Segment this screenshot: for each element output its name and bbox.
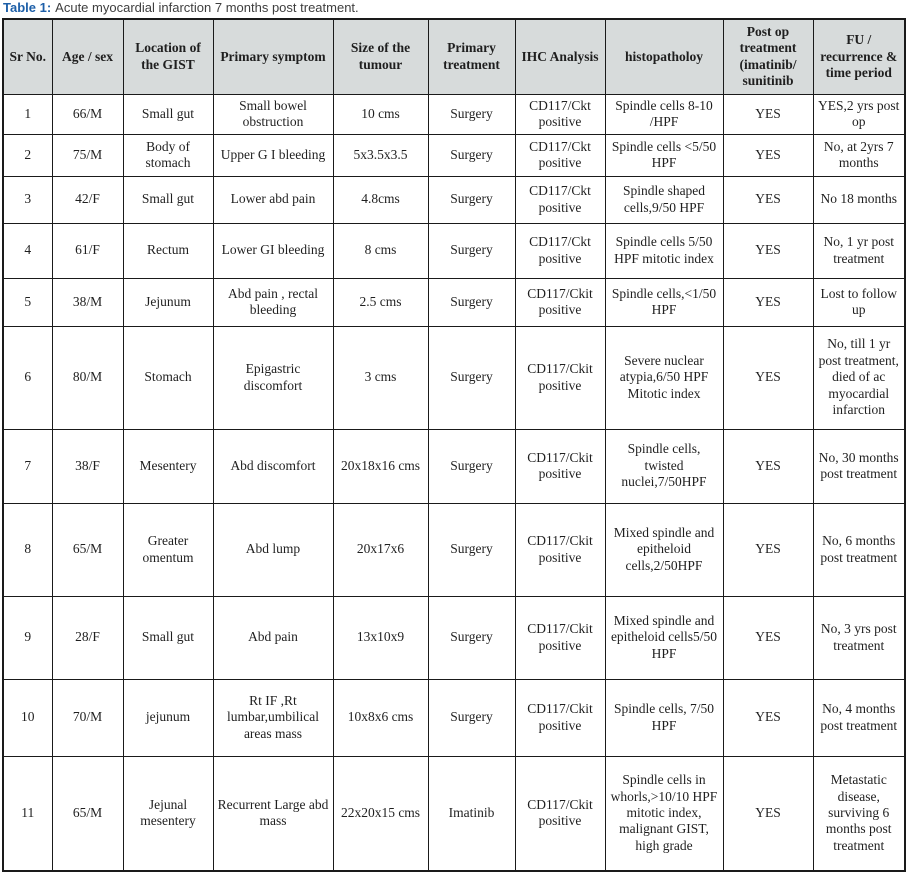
table-cell: 2.5 cms bbox=[333, 278, 428, 326]
column-header: FU / recurrence & time period bbox=[813, 19, 905, 94]
table-cell: 6 bbox=[3, 326, 52, 429]
table-cell: Spindle cells <5/50 HPF bbox=[605, 134, 723, 176]
table-cell: No 18 months bbox=[813, 176, 905, 223]
table-cell: Jejunal mesentery bbox=[123, 756, 213, 871]
table-cell: 66/M bbox=[52, 94, 123, 134]
table-cell: Lower abd pain bbox=[213, 176, 333, 223]
table-header bbox=[3, 19, 905, 94]
table-cell: CD117/Ckit positive bbox=[515, 596, 605, 679]
table-cell: Surgery bbox=[428, 278, 515, 326]
table-cell: CD117/Ckit positive bbox=[515, 503, 605, 596]
table-cell: Surgery bbox=[428, 679, 515, 756]
table-cell: 38/F bbox=[52, 429, 123, 503]
column-header: Post op treatment (imatinib/ sunitinib bbox=[723, 19, 813, 94]
column-header: IHC Analysis bbox=[515, 19, 605, 94]
table-cell: YES bbox=[723, 326, 813, 429]
table-cell: YES bbox=[723, 134, 813, 176]
table-cell: 61/F bbox=[52, 223, 123, 278]
table-cell: 10 bbox=[3, 679, 52, 756]
table-cell: Metastatic disease, surviving 6 months post treatment bbox=[813, 756, 905, 871]
table-cell: YES,2 yrs post op bbox=[813, 94, 905, 134]
table-cell: Surgery bbox=[428, 326, 515, 429]
table-cell: Greater omentum bbox=[123, 503, 213, 596]
table-cell: Small gut bbox=[123, 596, 213, 679]
table-cell: Imatinib bbox=[428, 756, 515, 871]
table-cell: CD117/Ckt positive bbox=[515, 94, 605, 134]
table-cell: Surgery bbox=[428, 223, 515, 278]
table-cell: Surgery bbox=[428, 596, 515, 679]
table-cell: 3 bbox=[3, 176, 52, 223]
table-cell: No, 1 yr post treatment bbox=[813, 223, 905, 278]
table-cell: 5x3.5x3.5 bbox=[333, 134, 428, 176]
table-cell: 70/M bbox=[52, 679, 123, 756]
table-cell: 8 bbox=[3, 503, 52, 596]
gist-patients-table bbox=[2, 18, 906, 872]
table-cell: CD117/Ckt positive bbox=[515, 176, 605, 223]
table-row bbox=[3, 503, 905, 596]
table-cell: No, 6 months post treatment bbox=[813, 503, 905, 596]
table-cell: Surgery bbox=[428, 94, 515, 134]
table-cell: 22x20x15 cms bbox=[333, 756, 428, 871]
table-cell: Mesentery bbox=[123, 429, 213, 503]
table-row bbox=[3, 134, 905, 176]
table-cell: No, 30 months post treatment bbox=[813, 429, 905, 503]
table-cell: 65/M bbox=[52, 503, 123, 596]
table-cell: 80/M bbox=[52, 326, 123, 429]
table-cell: Spindle cells, twisted nuclei,7/50HPF bbox=[605, 429, 723, 503]
table-cell: 28/F bbox=[52, 596, 123, 679]
table-cell: YES bbox=[723, 176, 813, 223]
table-body bbox=[3, 94, 905, 871]
table-cell: 38/M bbox=[52, 278, 123, 326]
table-row bbox=[3, 94, 905, 134]
table-cell: CD117/Ckit positive bbox=[515, 278, 605, 326]
table-cell: Small bowel obstruction bbox=[213, 94, 333, 134]
table-row bbox=[3, 176, 905, 223]
table-cell: Recurrent Large abd mass bbox=[213, 756, 333, 871]
table-row bbox=[3, 278, 905, 326]
table-cell: Severe nuclear atypia,6/50 HPF Mitotic index bbox=[605, 326, 723, 429]
table-cell: Lower GI bleeding bbox=[213, 223, 333, 278]
table-cell: Spindle cells 5/50 HPF mitotic index bbox=[605, 223, 723, 278]
table-cell: jejunum bbox=[123, 679, 213, 756]
table-cell: CD117/Ckit positive bbox=[515, 756, 605, 871]
table-cell: 5 bbox=[3, 278, 52, 326]
column-header: Size of the tumour bbox=[333, 19, 428, 94]
table-cell: Spindle shaped cells,9/50 HPF bbox=[605, 176, 723, 223]
table-cell: No, 3 yrs post treatment bbox=[813, 596, 905, 679]
table-cell: YES bbox=[723, 94, 813, 134]
table-cell: 65/M bbox=[52, 756, 123, 871]
table-caption-text: Acute myocardial infarction 7 months post treatment. bbox=[55, 0, 359, 15]
table-cell: YES bbox=[723, 679, 813, 756]
table-cell: Mixed spindle and epitheloid cells,2/50HPF bbox=[605, 503, 723, 596]
table-cell: Abd lump bbox=[213, 503, 333, 596]
table-cell: 20x17x6 bbox=[333, 503, 428, 596]
header-row bbox=[3, 19, 905, 94]
table-cell: 11 bbox=[3, 756, 52, 871]
table-cell: YES bbox=[723, 503, 813, 596]
column-header: Location of the GIST bbox=[123, 19, 213, 94]
table-cell: 7 bbox=[3, 429, 52, 503]
table-cell: Upper G I bleeding bbox=[213, 134, 333, 176]
table-cell: No, till 1 yr post treatment, died of ac myocardial infarction bbox=[813, 326, 905, 429]
column-header: Primary symptom bbox=[213, 19, 333, 94]
table-cell: YES bbox=[723, 596, 813, 679]
table-cell: 8 cms bbox=[333, 223, 428, 278]
table-cell: Spindle cells, 7/50 HPF bbox=[605, 679, 723, 756]
table-row bbox=[3, 679, 905, 756]
table-row bbox=[3, 596, 905, 679]
table-cell: CD117/Ckt positive bbox=[515, 134, 605, 176]
table-row bbox=[3, 223, 905, 278]
table-cell: Surgery bbox=[428, 134, 515, 176]
column-header: histopatholoy bbox=[605, 19, 723, 94]
table-cell: YES bbox=[723, 223, 813, 278]
table-cell: 20x18x16 cms bbox=[333, 429, 428, 503]
table-cell: Surgery bbox=[428, 429, 515, 503]
table-cell: 4 bbox=[3, 223, 52, 278]
table-cell: Abd discomfort bbox=[213, 429, 333, 503]
table-cell: Lost to follow up bbox=[813, 278, 905, 326]
table-cell: Small gut bbox=[123, 176, 213, 223]
table-cell: CD117/Ckit positive bbox=[515, 679, 605, 756]
table-cell: Abd pain , rectal bleeding bbox=[213, 278, 333, 326]
table-row bbox=[3, 326, 905, 429]
table-cell: No, 4 months post treatment bbox=[813, 679, 905, 756]
table-cell: 75/M bbox=[52, 134, 123, 176]
table-cell: Small gut bbox=[123, 94, 213, 134]
table-cell: 3 cms bbox=[333, 326, 428, 429]
table-row bbox=[3, 756, 905, 871]
table-cell: Rt IF ,Rt lumbar,umbilical areas mass bbox=[213, 679, 333, 756]
table-cell: 10x8x6 cms bbox=[333, 679, 428, 756]
table-caption-label: Table 1: bbox=[3, 0, 52, 15]
table-cell: Body of stomach bbox=[123, 134, 213, 176]
table-cell: Epigastric discomfort bbox=[213, 326, 333, 429]
column-header: Sr No. bbox=[3, 19, 52, 94]
table-cell: CD117/Ckt positive bbox=[515, 223, 605, 278]
table-cell: 13x10x9 bbox=[333, 596, 428, 679]
table-cell: Spindle cells,<1/50 HPF bbox=[605, 278, 723, 326]
table-cell: Rectum bbox=[123, 223, 213, 278]
table-cell: 42/F bbox=[52, 176, 123, 223]
table-cell: YES bbox=[723, 278, 813, 326]
table-cell: 4.8cms bbox=[333, 176, 428, 223]
table-cell: YES bbox=[723, 756, 813, 871]
table-cell: 9 bbox=[3, 596, 52, 679]
table-cell: CD117/Ckit positive bbox=[515, 429, 605, 503]
table-caption bbox=[3, 0, 907, 15]
table-row bbox=[3, 429, 905, 503]
column-header: Age / sex bbox=[52, 19, 123, 94]
table-cell: No, at 2yrs 7 months bbox=[813, 134, 905, 176]
column-header: Primary treatment bbox=[428, 19, 515, 94]
table-cell: 2 bbox=[3, 134, 52, 176]
table-cell: Surgery bbox=[428, 176, 515, 223]
table-cell: 10 cms bbox=[333, 94, 428, 134]
table-cell: Jejunum bbox=[123, 278, 213, 326]
table-cell: Spindle cells 8-10 /HPF bbox=[605, 94, 723, 134]
table-cell: Surgery bbox=[428, 503, 515, 596]
table-cell: Spindle cells in whorls,>10/10 HPF mitotic index, malignant GIST, high grade bbox=[605, 756, 723, 871]
table-cell: Abd pain bbox=[213, 596, 333, 679]
table-cell: Mixed spindle and epitheloid cells5/50 HPF bbox=[605, 596, 723, 679]
table-cell: YES bbox=[723, 429, 813, 503]
table-cell: 1 bbox=[3, 94, 52, 134]
table-cell: Stomach bbox=[123, 326, 213, 429]
table-cell: CD117/Ckit positive bbox=[515, 326, 605, 429]
